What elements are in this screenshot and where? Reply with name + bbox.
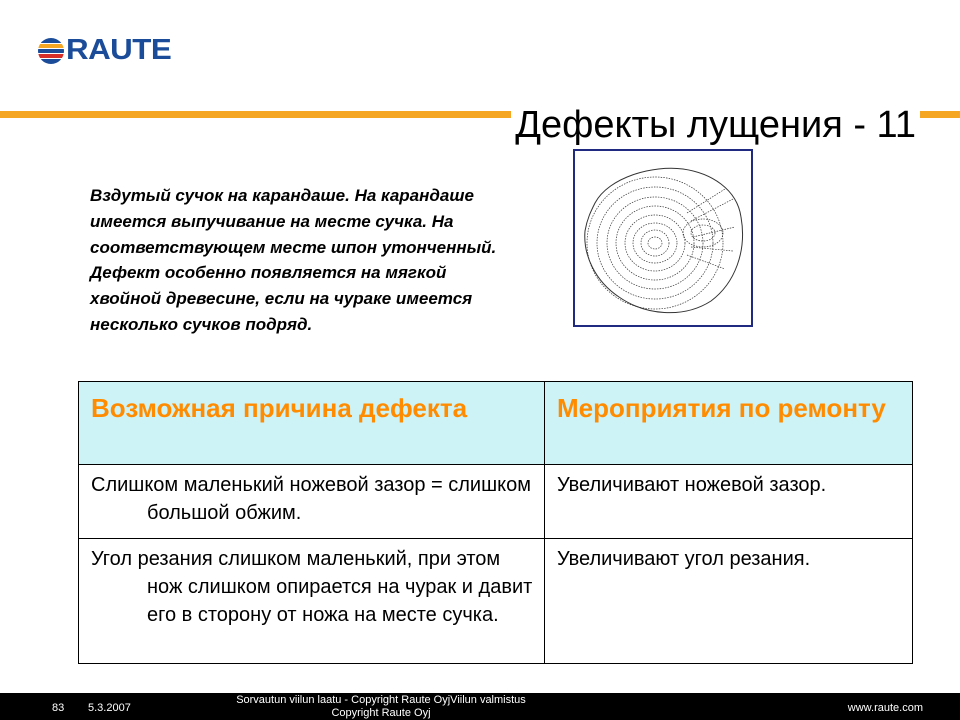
copyright-line-2: Copyright Raute Oyj <box>331 707 431 719</box>
column-header-remedy: Мероприятия по ремонту <box>545 382 913 465</box>
remedy-text: Увеличивают угол резания. <box>557 548 811 570</box>
raute-logo <box>34 34 174 68</box>
cause-text: Угол резания слишком маленький, при этом нож слишком опирается на чурак и давит его в сторону от ножа на месте сучка. <box>91 548 533 626</box>
footer-bar <box>0 693 960 720</box>
defect-table <box>78 381 912 662</box>
copyright-line-1: Sorvautun viilun laatu - Copyright Raute OyjViilun valmistus <box>236 694 526 706</box>
table-row <box>79 465 913 539</box>
footer-date: 5.3.2007 <box>88 702 131 714</box>
log-cross-section-icon <box>575 151 751 325</box>
column-header-cause: Возможная причина дефекта <box>79 382 545 465</box>
raute-logo-icon <box>34 34 68 68</box>
table-row <box>79 539 913 664</box>
footer-website: www.raute.com <box>847 702 923 714</box>
cause-cell <box>79 539 545 664</box>
logo-text: RAUTE <box>66 34 172 66</box>
cause-text: Слишком маленький ножевой зазор = слишком большой обжим. <box>91 474 531 524</box>
page-title: Дефекты лущения - 11 <box>511 101 920 149</box>
footer-copyright <box>196 694 566 720</box>
defect-description: Вздутый сучок на карандаше. На карандаше имеется выпучивание на месте сучка. На соответствующем месте шпон утонченный. Дефект особенно появляется на мягкой хвойной древесине, если на чураке имеется несколько сучков подряд. <box>90 186 497 334</box>
log-figure <box>573 149 753 327</box>
cause-cell <box>79 465 545 539</box>
page-number: 83 <box>52 702 65 714</box>
remedy-cell <box>545 539 913 664</box>
remedy-text: Увеличивают ножевой зазор. <box>557 474 827 496</box>
remedy-cell <box>545 465 913 539</box>
